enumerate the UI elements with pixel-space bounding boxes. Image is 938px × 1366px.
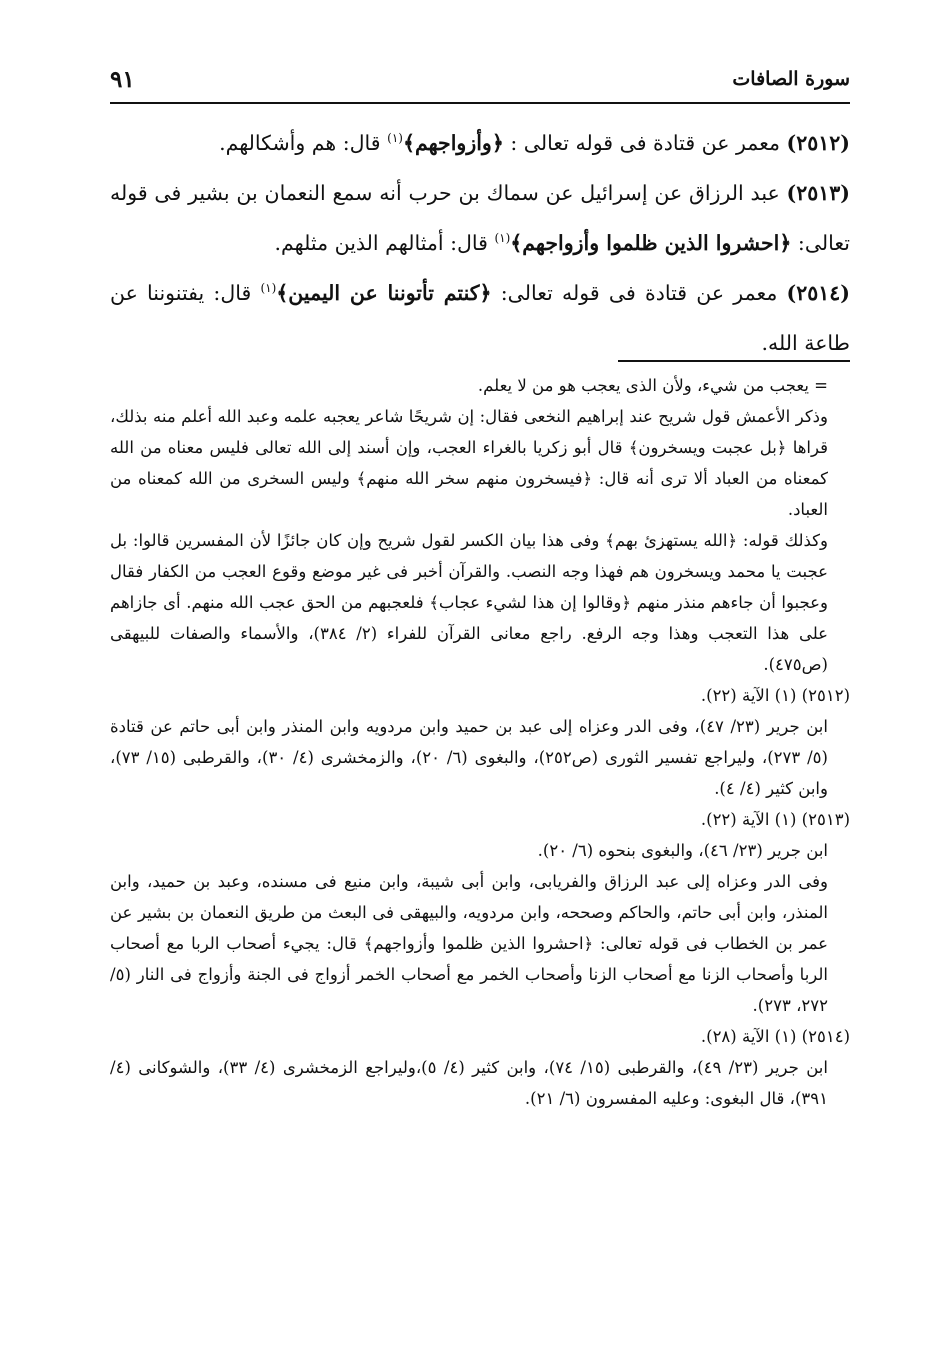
footnote-body-2513: وفى الدر وعزاه إلى عبد الرزاق والفريابى، وابن أبى شيبة، وابن منيع فى مسنده، وعبد بن حميد، وابن المنذر، وابن أبى حاتم، والحاكم وصححه، وابن مردويه، والبيهقى فى البعث من طريق النعمان بن بشير عن عمر بن الخطاب فى قوله تعالى: ﴿احشروا الذين ظلموا وأزواجهم﴾ قال: يجيء أصحاب الربا مع أصحاب الربا وأصحاب الزنا مع أصحاب الزنا وأصحاب الخمر مع أصحاب الخمر أزواج فى الجنة وأزواج فى النار (٥/ ٢٧٢، ٢٧٣). (110, 872, 828, 1015)
footnote-ref: (١) (387, 131, 403, 146)
entry-2513 (110, 168, 850, 268)
book-page (110, 60, 850, 1108)
footnote-ref: (١) (494, 231, 511, 246)
footnote-body-2514: ابن جرير (٢٣/ ٤٩)، والقرطبى (١٥/ ٧٤)، وابن كثير (٤/ ٥)،وليراجع الزمخشرى (٤/ ٣٣)، والشوكانى (٤/ ٣٩١)، قال البغوى: وعليه المفسرون (٦/ ٢١). (110, 1058, 828, 1108)
header-divider (110, 102, 850, 104)
entry-text: معمر عن قتادة فى قوله تعالى : (503, 131, 787, 155)
surah-title: سورة الصافات (732, 68, 850, 90)
entry-text: عبد الرزاق عن إسرائيل عن سماك بن حرب أنه سمع النعمان بن بشير فى قوله تعالى: (110, 181, 850, 255)
footnote-header-2512: (٢٥١٢) (١) الآية (٢٢). (700, 686, 850, 705)
entry-number: (٢٥١٣) (786, 181, 850, 205)
footnote-body-2512: ابن جرير (٢٣/ ٤٧)، وفى الدر وعزاه إلى عبد بن حميد وابن مردويه وابن المنذر وابن أبى حاتم عن قتادة (٥/ ٢٧٣)، وليراجع تفسير الثورى (ص٢٥٢)، والبغوى (٦/ ٢٠)، والزمخشرى (٤/ ٣٠)، والقرطبى (١٥/ ٧٣)، وابن كثير (٤/ ٤). (110, 717, 828, 798)
footnote-ref: (١) (260, 281, 277, 296)
page-number: ٩١ (110, 66, 135, 93)
entry-number: (٢٥١٤) (786, 281, 850, 305)
quran-quote: ﴿كنتم تأتوننا عن اليمين﴾ (276, 281, 492, 305)
footnote-body-2513: ابن جرير (٢٣/ ٤٦)، والبغوى بنحوه (٦/ ٢٠). (537, 841, 828, 860)
footnote-header-2513: (٢٥١٣) (١) الآية (٢٢). (700, 810, 850, 829)
entry-2514 (110, 268, 850, 368)
footnote-divider (618, 360, 850, 362)
footnote-continuation: = يعجب من شيء، ولأن الذى يعجب هو من لا يعلم. (477, 376, 828, 395)
footnote-paragraph: وكذلك قوله: ﴿الله يستهزئ بهم﴾ وفى هذا بيان الكسر لقول شريح وإن كان جائزًا لأن المفسرين قالوا: بل عجبت يا محمد ويسخرون هم فهذا وجه النصب. والقرآن أخبر فى غير موضع وقوع العجب من الكفار فقال وعجبوا أن جاءهم منذر منهم ﴿وقالوا إن هذا لشيء عجاب﴾ فلعجبهم من الحق عجب الله منهم. أى جازاهم على هذا التعجب وهذا وجه الرفع. راجع معانى القرآن للفراء (٢/ ٣٨٤)، والأسماء والصفات للبيهقى (ص٤٧٥). (110, 531, 828, 674)
footnote-paragraph: وذكر الأعمش قول شريح عند إبراهيم النخعى فقال: إن شريحًا شاعر يعجبه علمه وعبد الله أعلم منه بذلك، قراها ﴿بل عجبت ويسخرون﴾ قال أبو زكريا بالغراء العجب، وإن أسند إلى الله تعالى فليس معناه من الله كمعناه من العباد ألا ترى أنه قال: ﴿فيسخرون منهم سخر الله منهم﴾ وليس السخرى من الله كمعناه من العباد. (110, 407, 828, 519)
quran-quote: ﴿وأزواجهم﴾ (402, 131, 504, 155)
entry-text: معمر عن قتادة فى قوله تعالى: (491, 281, 787, 305)
main-text (110, 118, 850, 368)
page-header (110, 60, 850, 100)
entry-text: قال: يفتنوننا عن طاعة الله. (110, 281, 850, 355)
footnotes (110, 370, 850, 1114)
entry-text: قال: هم وأشكالهم. (219, 131, 388, 155)
entry-text: قال: أمثالهم الذين مثلهم. (274, 231, 495, 255)
entry-number: (٢٥١٢) (786, 131, 850, 155)
entry-2512 (110, 118, 850, 168)
footnote-header-2514: (٢٥١٤) (١) الآية (٢٨). (700, 1027, 850, 1046)
quran-quote: ﴿احشروا الذين ظلموا وأزواجهم﴾ (510, 231, 792, 255)
